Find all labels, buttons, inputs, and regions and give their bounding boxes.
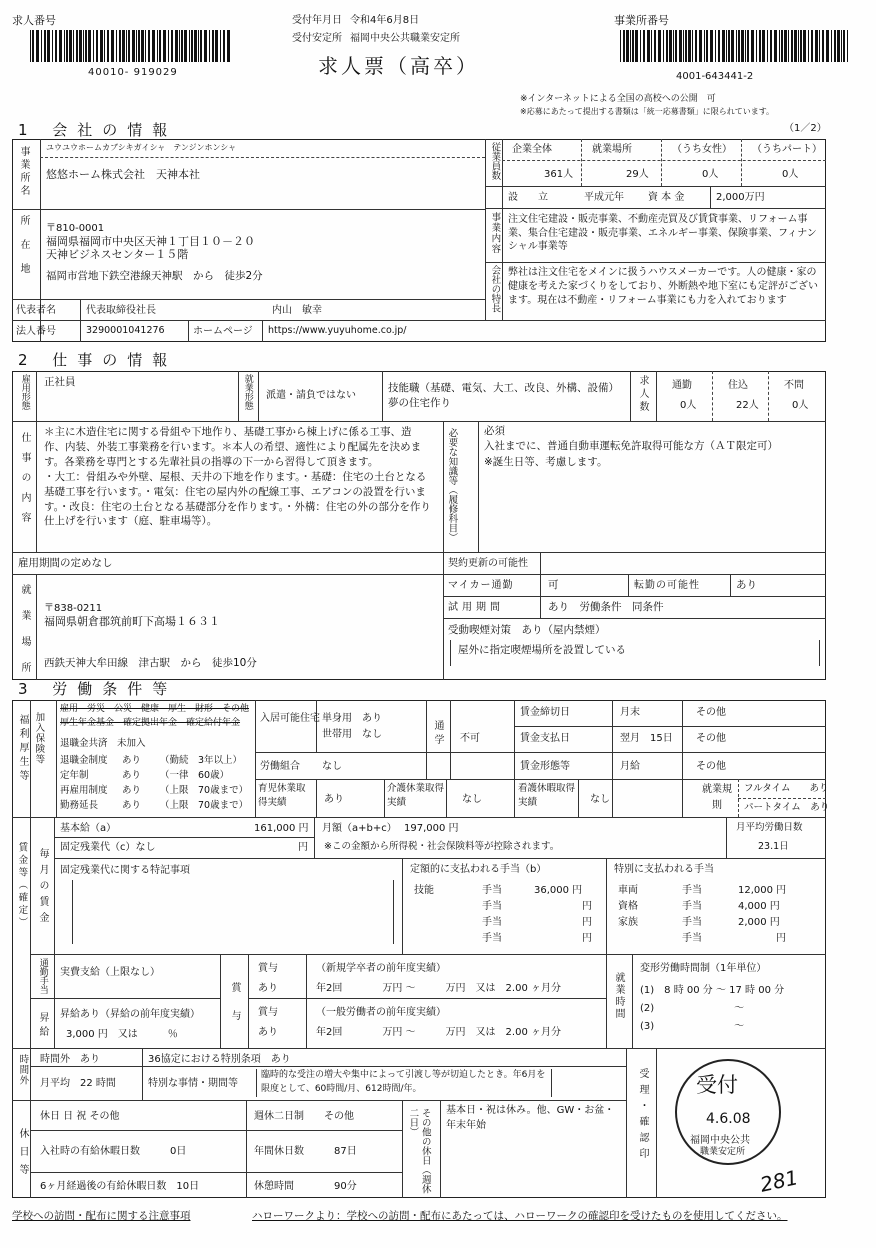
daihyo-name: 内山 敏幸	[272, 305, 322, 316]
tokubetsu-amount-1: 4,000 円	[738, 901, 780, 912]
form-title: 求人票（高卒）	[318, 54, 479, 78]
section-2-title: 2 仕事の情報	[18, 351, 178, 369]
tokki-label: 固定残業代に関する特記事項	[60, 865, 190, 876]
kyujin-label: 求人数	[637, 375, 648, 414]
welfare-label-1: 定年制	[60, 770, 89, 781]
hp-label: ホームページ	[193, 326, 253, 337]
kitsuen-detail: 屋外に指定喫煙場所を設置している	[458, 644, 626, 656]
daihyo-title: 代表取締役社長	[86, 305, 156, 316]
kotei-label: 固定残業代（c）なし	[60, 842, 156, 853]
rodo-label: 月平均労働日数	[736, 822, 803, 833]
tokubetsu-unit-2: 手当	[682, 917, 702, 928]
shihon-label: 資 本 金	[648, 192, 685, 203]
kihon-label: 基本給（a）	[60, 823, 117, 834]
welfare-value-3: あり	[122, 800, 142, 811]
basho-address: 福岡県朝倉郡筑前町下高場１６３１	[44, 615, 220, 628]
tokubetsu-name-0: 車両	[618, 885, 638, 896]
welfare-detail-1: （一律 60歳）	[160, 770, 230, 781]
yukyu-2: 6ヶ月経過後の有給休暇日数 10日	[40, 1181, 200, 1192]
hoken-2: 厚生年金基金 確定拠出年金 確定給付年金	[60, 718, 241, 728]
jugyoin-count-1: 29人	[626, 169, 649, 180]
shiyo-value: あり 労働条件 同条件	[548, 601, 664, 613]
welfare-label-3: 勤務延長	[60, 800, 99, 811]
tokubetsu-text: 臨時的な受注の増大や集中によって引渡し等が切迫したとき。年6月を限度として、60時間/月、612時間/年。	[256, 1069, 552, 1097]
tokubetsu-amount-2: 2,000 円	[738, 917, 780, 928]
setsuritsu-label: 設 立	[508, 192, 548, 203]
tsugaku-label: 通学	[432, 720, 443, 748]
kango: なし	[590, 794, 610, 805]
teigaku-amount-3: 円	[582, 933, 592, 944]
page-number: （1／2）	[784, 123, 827, 134]
shokyu-label: 昇給	[37, 1012, 48, 1040]
keiyaku-koshin: 契約更新の可能性	[448, 558, 528, 569]
shugyo-jikan-label: 就業時間	[613, 972, 624, 1020]
parttime: パートタイム あり	[744, 802, 830, 813]
kyujin-bango-label: 求人番号	[12, 14, 56, 27]
welfare-label-0: 退職金制度	[60, 755, 108, 766]
shugyo-keitai: 派遣・請負ではない	[266, 390, 356, 401]
shimekiri: 月末	[620, 707, 640, 718]
jikan-1: (1) 8 時 00 分 ～ 17 時 00 分	[640, 985, 785, 996]
teigaku-amount-0: 36,000 円	[534, 885, 583, 896]
kotei-yen: 円	[298, 842, 308, 853]
jigyosho-bango: 4001-643441-2	[676, 71, 754, 82]
barcode-right	[620, 30, 848, 62]
shokushu: 技能職（基礎、電気、大工、改良、外構、設備）夢の住宅作り	[388, 382, 619, 409]
naiyo-label: 事業内容	[489, 212, 501, 254]
company-address-1: 福岡県福岡市中央区天神１丁目１０－２０	[46, 235, 255, 248]
tokubetsu-unit-1: 手当	[682, 901, 702, 912]
tokki-bracket	[72, 880, 394, 944]
welfare-detail-2: （上限 70歳まで）	[160, 785, 249, 796]
tsugaku: 不可	[460, 733, 480, 744]
shoyo-1: 賞与	[258, 963, 278, 974]
tokubetsu-unit-0: 手当	[682, 885, 702, 896]
stamp-office-1: 福岡中央公共	[690, 1135, 750, 1146]
kyujin-val-2: 0人	[792, 400, 809, 411]
jugyoin-count-3: 0人	[782, 169, 799, 180]
sonota-3: その他	[696, 761, 726, 772]
teigaku-label: 定額的に支払われる手当（b）	[410, 864, 547, 875]
tokubetsu-label: 特別に支払われる手当	[614, 864, 714, 875]
basho-label: 就業場所	[19, 584, 30, 688]
tokubetsu-name-2: 家族	[618, 917, 638, 928]
tenkin-value: あり	[736, 579, 757, 591]
shigoto-naiyo: ＊主に木造住宅に関する骨組や下地作り、基礎工事から棟上げに係る工事、造作、内装、外装工事業務を行います。＊本人の希望、適性により配属先を決めます。各業務を専門とする先輩社員の指導の下一から習得して頂きます。 ・大工：骨組みや外壁、屋根、天井の下地を作ります。・基礎：住宅の土台となる基礎工事を行います。・電気：住宅の屋内外の配線工事、エアコンの設置を行います。・改良：住宅の土台となる基礎部分を作ります。・外構：住宅の外の部分を作り仕上げを行います（庭、駐車場等）。	[44, 426, 431, 528]
sonota-2: その他	[696, 733, 726, 744]
ippan-label: （一般労働者の前年度実績）	[316, 1007, 446, 1018]
kihon: 161,000 円	[254, 823, 309, 834]
shoyo-4: あり	[258, 1027, 278, 1038]
oubo-note: ※応募にあたって提出する書類は「統一応募書類」に限られています。	[520, 107, 775, 116]
gessaku-label: 月額（a+b+c）	[322, 823, 397, 834]
basho-zip: 〒838-0211	[44, 603, 103, 614]
kaigo-label: 介護休業取得実績	[387, 783, 445, 809]
company-name: 悠悠ホーム株式会社 天神本社	[46, 168, 200, 181]
jigyosho-bango-label: 事業所番号	[614, 14, 669, 27]
keitai-label: 賃金形態等	[520, 761, 570, 772]
taishoku-kyosai: 退職金共済 未加入	[60, 738, 146, 749]
heikin: 月平均 22 時間	[40, 1078, 116, 1089]
kyujitsu-label: 休日等	[17, 1128, 28, 1182]
welfare-detail-0: （勤続 3年以上）	[160, 755, 243, 766]
gessaku: 197,000 円	[404, 823, 459, 834]
welfare-label-2: 再雇用制度	[60, 785, 108, 796]
footer-text: ハローワークより：学校への訪問・配布にあたっては、ハローワークの確認印を受けたものを使用してください。	[252, 1210, 788, 1222]
nyukyo-label: 入居可能住宅	[260, 713, 320, 724]
tokubetsu-unit-3: 手当	[682, 933, 702, 944]
shoyo-2: あり	[258, 983, 278, 994]
mycar-value: 可	[548, 579, 559, 591]
sonota-kyujitsu-label: その他の休日（週休二日）	[407, 1108, 431, 1194]
uketsuke-date: 令和4年6月8日	[350, 15, 420, 26]
teigaku-unit-2: 手当	[482, 917, 502, 928]
kyujin-head-0: 通勤	[672, 380, 692, 391]
shukyu: 週休二日制 その他	[254, 1111, 354, 1122]
fukuri-label: 福利厚生等	[17, 714, 28, 784]
kyujin-val-1: 22人	[736, 400, 759, 411]
shozaichi-label: 所在地	[18, 215, 29, 287]
barcode-left	[30, 30, 230, 62]
kyotei: 36協定における特別条項 あり	[148, 1054, 291, 1065]
jugyoin-col-0: 企業全体	[512, 144, 552, 155]
koyo-value: 正社員	[44, 376, 76, 388]
company-zip: 〒810-0001	[46, 223, 105, 234]
internet-note: ※インターネットによる全国の高校への公開 可	[520, 94, 716, 104]
section-3-title: 3 労働条件等	[18, 680, 178, 698]
hojin-label: 法人番号	[16, 326, 56, 337]
shiharai: 翌月 15日	[620, 733, 673, 744]
shiharai-label: 賃金支払日	[520, 733, 570, 744]
ikuji: あり	[324, 794, 344, 805]
teigaku-unit-3: 手当	[482, 933, 502, 944]
sonota-kyujitsu: 基本日・祝は休み。他、GW・お盆・年末年始	[446, 1105, 615, 1131]
jugyoin-label: 従業員数	[489, 142, 501, 180]
uketsuke-date-label: 受付年月日	[292, 15, 342, 26]
hitsuyo-2: 入社までに、普通自動車運転免許取得可能な方（ＡＴ限定可）	[484, 440, 778, 452]
stamp-uketsuke: 受付	[696, 1073, 738, 1097]
handwritten-number: 281	[757, 1165, 801, 1197]
stamp-date: 4.6.08	[706, 1111, 751, 1127]
jugyoin-col-1: 就業場所	[592, 144, 632, 155]
ippan: 年2回 万円 ～ 万円 又は 2.00 ヶ月分	[316, 1027, 561, 1038]
jikan-3: (3) ～	[640, 1021, 745, 1032]
jugyoin-count-2: 0人	[702, 169, 719, 180]
company-furigana: ユウユウホームカブシキガイシャ テンジンホンシャ	[46, 143, 237, 152]
hojin-number: 3290001041276	[86, 325, 165, 336]
rodo: 23.1日	[758, 841, 789, 852]
jikangai-label: 時間外	[17, 1054, 29, 1086]
yukyu-1: 入社時の有給休暇日数 0日	[40, 1146, 187, 1157]
welfare-value-0: あり	[122, 755, 142, 766]
kyujin-val-0: 0人	[680, 400, 697, 411]
jikan-2: (2) ～	[640, 1003, 745, 1014]
jikangai: 時間外 あり	[40, 1054, 100, 1065]
shigoto-naiyo-label: 仕事の内容	[19, 432, 30, 532]
tokucho-label: 会社の特長	[489, 265, 501, 313]
shinki: 年2回 万円 ～ 万円 又は 2.00 ヶ月分	[316, 983, 561, 994]
setai: 世帯用 なし	[322, 729, 382, 740]
kitsuen: 受動喫煙対策 あり（屋内禁煙）	[448, 624, 606, 636]
shoyo-3: 賞与	[258, 1007, 278, 1018]
chingin-label: 賃金等（確定）	[16, 842, 28, 930]
tanshin: 単身用 あり	[322, 713, 382, 724]
mycar-label: マイカー通勤	[448, 580, 514, 591]
teigaku-amount-2: 円	[582, 917, 592, 928]
kyujin-bango: 40010- 919029	[88, 67, 178, 78]
welfare-value-2: あり	[122, 785, 142, 796]
company-features: 弊社は注文住宅をメインに扱うハウスメーカーです。人の健康・家の健康を考えた家づくりをしており、外断熱や地下室にも定評がございます。現在は不動産・リフォーム事業にも力を入れております	[508, 267, 818, 307]
sonota-1: その他	[696, 707, 726, 718]
teigaku-name-0: 技能	[414, 885, 434, 896]
basho-access: 西鉄天神大牟田線 津古駅 から 徒歩10分	[44, 657, 257, 669]
nenkan-kyujitsu: 年間休日数 87日	[254, 1146, 357, 1157]
kaigo: なし	[462, 794, 482, 805]
tokubetsu-amount-0: 12,000 円	[738, 885, 787, 896]
shimekiri-label: 賃金締切日	[520, 707, 570, 718]
jugyoin-col-3: （うちパート）	[752, 144, 822, 155]
tenkin-label: 転勤の可能性	[634, 580, 700, 591]
welfare-value-1: あり	[122, 770, 142, 781]
shiyo-label: 試用期間	[448, 602, 504, 613]
henkei: 変形労働時間制（1年単位）	[640, 963, 767, 974]
shinki-label: （新規学卒者の前年度実績）	[316, 963, 446, 974]
tokubetsu-name-1: 資格	[618, 901, 638, 912]
shokyu-amount: 3,000 円 又は ％	[66, 1029, 178, 1040]
shugyo-keitai-label: 就業形態	[242, 374, 253, 410]
kyujin-head-2: 不問	[784, 380, 804, 391]
tokubetsu-amount-3: 円	[776, 933, 786, 944]
tsukin: 実費支給（上限なし）	[60, 967, 160, 978]
teigaku-unit-0: 手当	[482, 885, 502, 896]
stamp-office-2: 職業安定所	[700, 1147, 746, 1157]
jigyosho-label: 事業所名	[18, 146, 29, 198]
section-1-title: 1 会社の情報	[18, 121, 178, 139]
maitsuki-label: 毎月の賃金	[37, 848, 48, 928]
anteisho-label: 受付安定所	[292, 33, 342, 44]
teigaku-amount-1: 円	[582, 901, 592, 912]
kyukei: 休憩時間 90分	[254, 1181, 357, 1192]
kango-label: 看護休暇取得実績	[518, 783, 576, 809]
shoyo-label: 賞与	[229, 982, 240, 1038]
tokubetsu-jijo: 特別な事情・期間等	[148, 1078, 238, 1089]
kanyu-label: 加入保険等	[33, 712, 45, 765]
daihyo-label: 代表者名	[16, 305, 56, 316]
kyujin-head-1: 住込	[728, 380, 748, 391]
jugyoin-col-2: （うち女性）	[672, 144, 732, 155]
company-access: 福岡市営地下鉄空港線天神駅 から 徒歩2分	[46, 270, 263, 282]
fulltime: フルタイム あり	[744, 783, 829, 794]
kumiai-label: 労働組合	[260, 761, 300, 772]
koyo-label: 雇用形態	[19, 374, 30, 410]
koyo-kikan: 雇用期間の定めなし	[18, 557, 113, 569]
welfare-detail-3: （上限 70歳まで）	[160, 800, 249, 811]
kumiai: なし	[322, 761, 342, 772]
business-content: 注文住宅建設・販売事業、不動産売買及び賃貸事業、リフォーム事業、集合住宅建設・販売事業、エネルギー事業、保険事業、フィナンシャル事業等	[508, 214, 817, 252]
hitsuyo-3: ※誕生日等、考慮します。	[484, 456, 608, 468]
footer-label: 学校への訪問・配布に関する注意事項	[12, 1210, 191, 1222]
setsuritsu-value: 平成元年	[584, 192, 624, 203]
teigaku-unit-1: 手当	[482, 901, 502, 912]
jugyoin-count-0: 361人	[544, 169, 574, 180]
kisoku-label: 就業規則	[702, 784, 732, 811]
homepage-url[interactable]: https://www.yuyuhome.co.jp/	[268, 325, 407, 336]
gessaku-note: ※この金額から所得税・社会保険料等が控除されます。	[324, 841, 560, 852]
company-address-2: 天神ビジネスセンター１５階	[46, 248, 189, 261]
anteisho: 福岡中央公共職業安定所	[350, 33, 460, 44]
hoken-1: 雇用 労災 公災 健康 厚生 財形 その他	[60, 704, 250, 714]
shokyu: 昇給あり（昇給の前年度実績）	[60, 1009, 200, 1020]
hitsuyo-label: 必要な知識等（履修科目）	[446, 428, 458, 542]
juri-label: 受理・確認印	[637, 1068, 648, 1164]
shihon-value: 2,000万円	[716, 192, 765, 203]
tsukin-label: 通勤手当	[37, 958, 48, 994]
ikuji-label: 育児休業取得実績	[258, 783, 306, 809]
keitai: 月給	[620, 761, 640, 772]
hitsuyo-1: 必須	[484, 425, 505, 437]
kyujitsu: 休日 日 祝 その他	[40, 1111, 120, 1122]
